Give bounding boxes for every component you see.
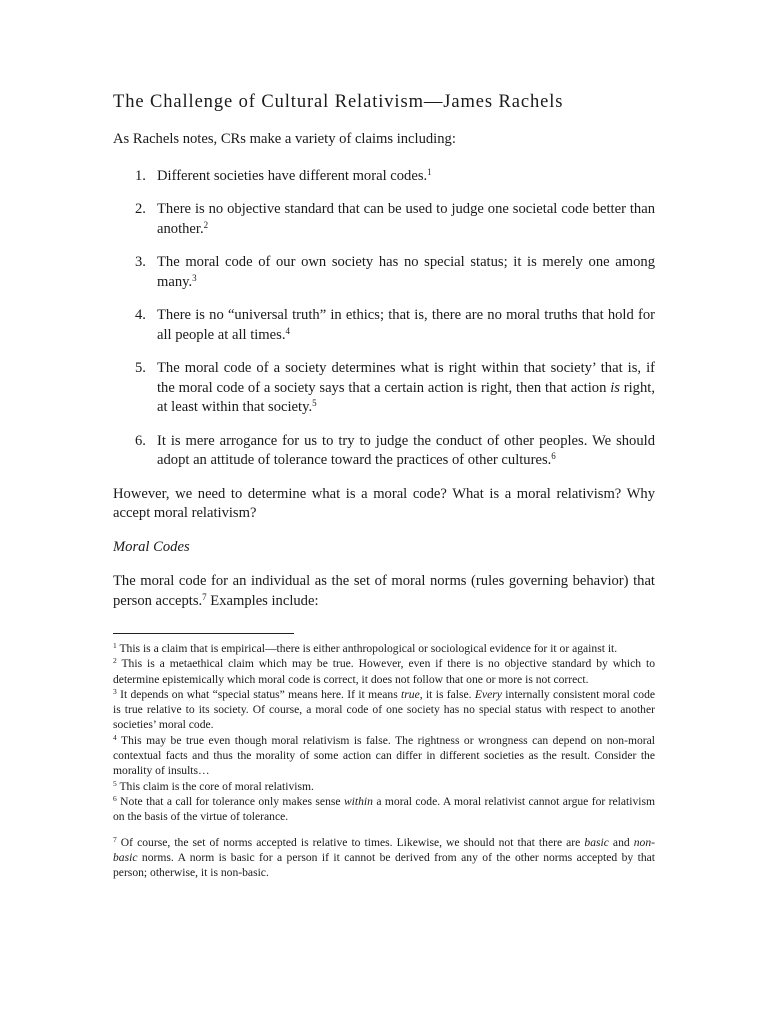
footnote-text: This is a metaethical claim which may be true. However, even if there is no objective standard by which to determine epistemically which moral code is correct, it does not follow that one or more is not correct.	[113, 657, 655, 686]
list-item	[113, 167, 655, 187]
list-item-number: 4.	[135, 307, 146, 323]
list-item-text: There is no “universal truth” in ethics; that is, there are no moral truths that hold for all people at all times.	[157, 307, 655, 343]
text-run: The moral code for an individual as the set of moral norms (rules governing behavior) that person accepts.	[113, 573, 655, 609]
footnote-reference[interactable]: 6	[551, 451, 556, 461]
list-item-text: There is no objective standard that can be used to judge one societal code better than another.	[157, 201, 655, 237]
footnotes-section	[113, 641, 655, 880]
footnote-text: internally consistent moral code is true relative to its society. Of course, a moral code of one society has no special status with respect to another societies’ moral code.	[113, 687, 656, 732]
list-item-text: The moral code of our own society has no special status; it is merely one among many.	[157, 254, 655, 290]
text-run: The moral code of a society determines what is right within that society’ that is, if the moral code of a society says that a certain action is right, then that action	[157, 360, 655, 396]
emphasis-text: true	[401, 687, 420, 701]
footnote	[113, 779, 655, 794]
page-title: The Challenge of Cultural Relativism—James Rachels	[113, 92, 564, 112]
text-run: Examples include:	[206, 592, 319, 609]
emphasis-text: basic	[584, 835, 609, 849]
footnote-mark: 7	[113, 834, 117, 844]
footnote	[113, 687, 655, 733]
emphasis-text: within	[343, 794, 373, 808]
footnote-mark: 6	[113, 793, 117, 803]
footnote-reference[interactable]: 3	[192, 272, 197, 283]
footnote-reference[interactable]: 5	[312, 398, 317, 408]
footnote-mark: 4	[113, 732, 117, 742]
list-item-text: Different societies have different moral codes.	[157, 167, 428, 184]
footnote	[113, 733, 655, 779]
footnote-reference[interactable]: 7	[202, 591, 207, 602]
document-page	[113, 92, 655, 880]
footnote-text: It depends on what “special status” means here. If it means	[116, 687, 402, 701]
list-item-number: 2.	[135, 201, 146, 217]
moral-code-paragraph	[113, 572, 655, 611]
section-heading: Moral Codes	[113, 538, 190, 555]
footnote	[113, 835, 655, 881]
footnote-reference[interactable]: 2	[203, 219, 209, 230]
list-item-number: 1.	[135, 167, 146, 184]
footnote-text: , it is false.	[419, 687, 475, 701]
footnote-text: This may be true even though moral relativism is false. The rightness or wrongness can depend on non-moral contextual facts and thus the morality of some action can differ in different societies as the result. Consider the morality of insults…	[113, 733, 655, 778]
footnote-reference[interactable]: 4	[285, 325, 290, 336]
list-item-number: 6.	[135, 432, 146, 449]
footnote	[113, 641, 655, 656]
text-run: right, at least within that society.	[157, 379, 655, 415]
footnote-text: This claim is the core of moral relativism.	[116, 779, 314, 793]
emphasis-text: Every	[474, 687, 502, 701]
list-item	[113, 306, 655, 345]
footnote-text: a moral code. A moral relativist cannot argue for relativism on the basis of the virtue of tolerance.	[113, 794, 655, 824]
list-item	[113, 359, 655, 418]
list-item	[113, 253, 655, 292]
list-item-text	[157, 360, 655, 415]
footnote-mark: 1	[113, 641, 117, 650]
list-item-number: 3.	[135, 254, 146, 270]
footnote-text: This is a claim that is empirical—there is either anthropological or sociological evidence for it or against it.	[116, 642, 618, 655]
footnote-mark: 5	[113, 778, 117, 788]
intro-paragraph: As Rachels notes, CRs make a variety of claims including:	[113, 131, 456, 147]
footnote-mark: 2	[113, 656, 117, 666]
footnote	[113, 656, 655, 687]
list-item-number: 5.	[135, 360, 146, 376]
question-paragraph: However, we need to determine what is a moral code? What is a moral relativism? Why accept moral relativism?	[113, 485, 655, 521]
footnote	[113, 794, 655, 825]
footnote-reference[interactable]: 1	[427, 166, 432, 177]
claims-list	[113, 167, 655, 471]
footnote-text: norms. A norm is basic for a person if it cannot be derived from any of the other norms accepted by that person; otherwise, it is non-basic.	[113, 850, 655, 880]
emphasis-text: non-basic	[113, 835, 655, 864]
list-item	[113, 432, 655, 471]
list-item	[113, 200, 655, 239]
emphasis-text: is	[610, 379, 620, 396]
footnote-mark: 3	[113, 686, 117, 696]
footnote-text: Note that a call for tolerance only makes sense	[116, 794, 344, 808]
footnote-divider	[113, 633, 294, 634]
footnote-text: and	[608, 835, 634, 849]
footnote-text: Of course, the set of norms accepted is relative to times. Likewise, we should not that there are	[116, 835, 585, 849]
list-item-text: It is mere arrogance for us to try to judge the conduct of other peoples. We should adopt an attitude of tolerance toward the practices of other cultures.	[157, 432, 655, 468]
